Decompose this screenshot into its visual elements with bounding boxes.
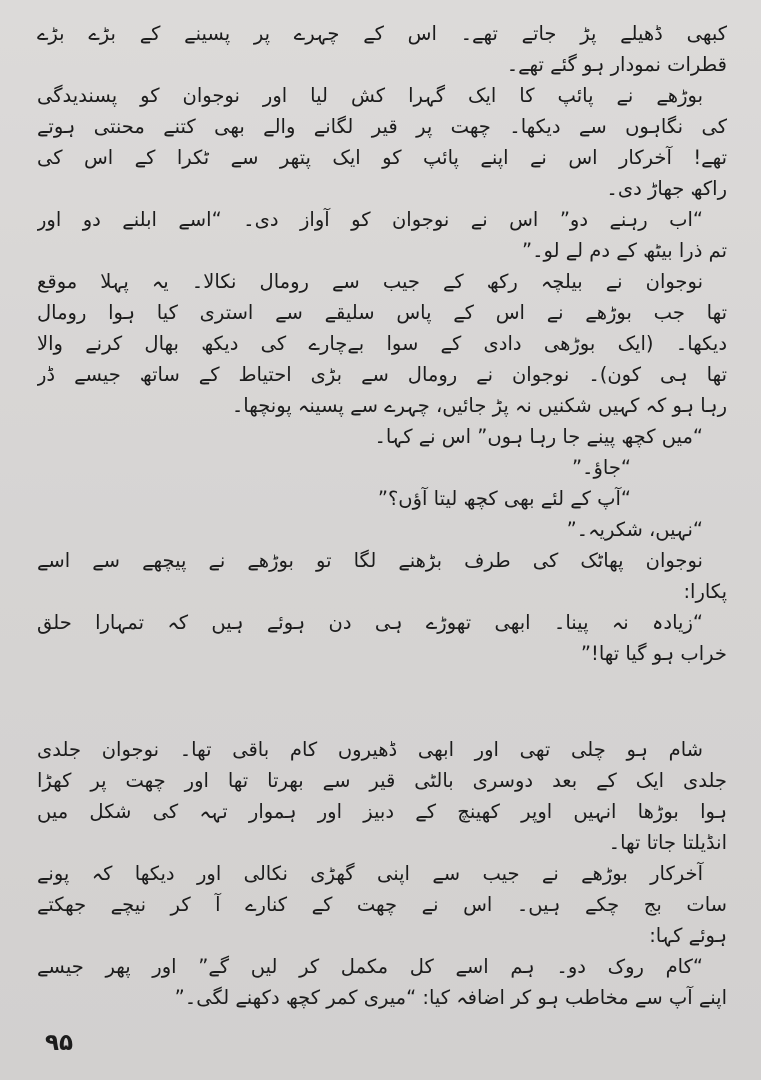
text-line: “اب رہنے دو” اس نے نوجوان کو آواز دی۔ “اسے ابلنے دو اور [37, 208, 703, 231]
paragraph [37, 452, 727, 483]
text-line: تھا جب بوڑھے نے اس کے پاس سلیقے سے استری کیا ہوا رومال [37, 301, 727, 324]
text-line: رہا ہو کہ کہیں شکنیں نہ پڑ جائیں، چہرے سے پسینہ پونچھا۔ [231, 394, 727, 417]
text-line: نوجوان پھاٹک کی طرف بڑھنے لگا تو بوڑھے نے پیچھے سے اسے [37, 549, 703, 572]
text-line: آخرکار بوڑھے نے جیب سے اپنی گھڑی نکالی اور دیکھا کہ پونے [37, 862, 703, 885]
text-line: “زیادہ نہ پینا۔ ابھی تھوڑے ہی دن ہوئے ہیں کہ تمہارا حلق [37, 611, 703, 634]
text-line: “میں کچھ پینے جا رہا ہوں” اس نے کہا۔ [374, 425, 703, 448]
paragraph [37, 266, 727, 421]
paragraph [37, 951, 727, 1013]
text-line: “کام روک دو۔ ہم اسے کل مکمل کر لیں گے” اور پھر جیسے [37, 955, 703, 978]
text-line: ہوا بوڑھا انہیں اوپر کھینچ کے دبیز اور ہموار تہہ کی شکل میں [37, 800, 727, 823]
text-line: پکارا: [683, 580, 727, 603]
text-line: تم ذرا بیٹھ کے دم لے لو۔” [521, 239, 727, 262]
text-line: ہوئے کہا: [649, 924, 727, 947]
paragraph [37, 421, 727, 452]
text-line: انڈیلتا جاتا تھا۔ [608, 831, 727, 854]
paragraph [37, 734, 727, 858]
text-line: جلدی ایک کے بعد دوسری بالٹی قیر سے بھرتا تھا اور چھت پر کھڑا [37, 769, 727, 792]
text-line: “آپ کے لئے بھی کچھ لیتا آؤں؟” [377, 487, 631, 510]
text-section-1 [37, 18, 727, 669]
text-line: سات بج چکے ہیں۔ اس نے چھت کے کنارے آ کر نیچے جھکتے [37, 893, 727, 916]
text-line: تھے! آخرکار اس نے اپنے پائپ کو ایک پتھر سے ٹکرا کے اس کی [37, 146, 727, 169]
paragraph [37, 545, 727, 607]
text-line: کبھی ڈھیلے پڑ جاتے تھے۔ اس کے چہرے پر پسینے کے بڑے بڑے [37, 22, 727, 45]
paragraph [37, 18, 727, 80]
text-line: اپنے آپ سے مخاطب ہو کر اضافہ کیا: “میری کمر کچھ دکھنے لگی۔” [174, 986, 727, 1009]
paragraph [37, 204, 727, 266]
text-section-2 [37, 734, 727, 1013]
text-line: قطرات نمودار ہو گئے تھے۔ [506, 53, 727, 76]
paragraph [37, 80, 727, 204]
page-number: ۹۵ [45, 1030, 74, 1056]
paragraph [37, 607, 727, 669]
text-line: “نہیں، شکریہ۔” [566, 518, 703, 541]
paragraph [37, 483, 727, 514]
paragraph [37, 858, 727, 951]
text-line: راکھ جھاڑ دی۔ [606, 177, 727, 200]
text-line: دیکھا۔ (ایک بوڑھی دادی کے سوا بےچارے کی دیکھ بھال کرنے والا [37, 332, 727, 355]
text-line: شام ہو چلی تھی اور ابھی ڈھیروں کام باقی تھا۔ نوجوان جلدی [37, 738, 703, 761]
paragraph [37, 514, 727, 545]
text-line: کی نگاہوں سے دیکھا۔ چھت پر قیر لگانے والے بھی کتنے محنتی ہوتے [37, 115, 727, 138]
text-line: نوجوان نے بیلچہ رکھ کے جیب سے رومال نکالا۔ یہ پہلا موقع [37, 270, 703, 293]
text-line: “جاؤ۔” [571, 456, 631, 479]
text-line: بوڑھے نے پائپ کا ایک گہرا کش لیا اور نوجوان کو پسندیدگی [37, 84, 703, 107]
text-line: خراب ہو گیا تھا!” [580, 642, 727, 665]
text-line: تھا ہی کون)۔ نوجوان نے رومال سے بڑی احتیاط کے ساتھ جیسے ڈر [37, 363, 727, 386]
